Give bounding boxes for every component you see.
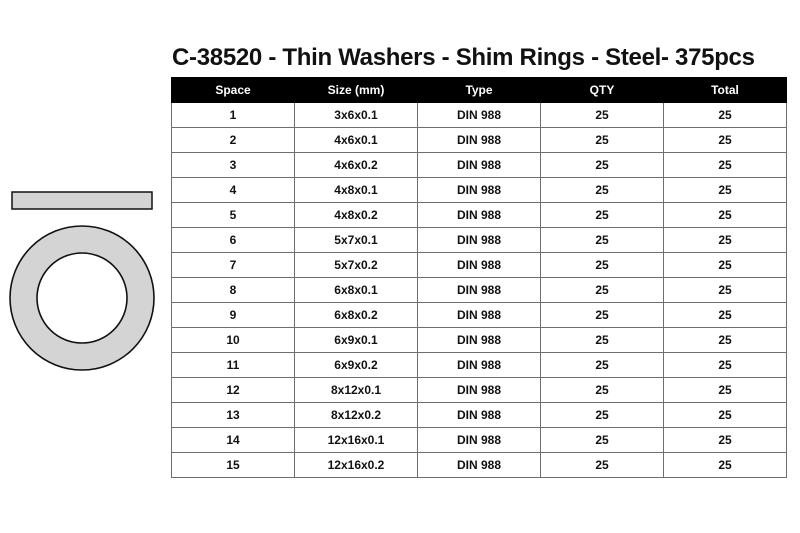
cell-size: 4x8x0.1	[295, 178, 418, 203]
cell-total: 25	[664, 453, 787, 478]
cell-size: 6x9x0.2	[295, 353, 418, 378]
cell-type: DIN 988	[418, 203, 541, 228]
cell-qty: 25	[541, 328, 664, 353]
cell-space: 11	[172, 353, 295, 378]
cell-size: 5x7x0.1	[295, 228, 418, 253]
page-title: C-38520 - Thin Washers - Shim Rings - Steel- 375pcs	[172, 44, 755, 71]
cell-space: 4	[172, 178, 295, 203]
cell-qty: 25	[541, 228, 664, 253]
cell-type: DIN 988	[418, 403, 541, 428]
cell-type: DIN 988	[418, 103, 541, 128]
table-row	[172, 253, 787, 278]
cell-space: 2	[172, 128, 295, 153]
cell-size: 3x6x0.1	[295, 103, 418, 128]
cell-size: 12x16x0.1	[295, 428, 418, 453]
cell-qty: 25	[541, 378, 664, 403]
cell-space: 7	[172, 253, 295, 278]
cell-size: 4x8x0.2	[295, 203, 418, 228]
table-row	[172, 228, 787, 253]
header-size: Size (mm)	[295, 78, 418, 103]
header-qty: QTY	[541, 78, 664, 103]
cell-type: DIN 988	[418, 378, 541, 403]
cell-total: 25	[664, 378, 787, 403]
table-row	[172, 453, 787, 478]
cell-total: 25	[664, 128, 787, 153]
cell-type: DIN 988	[418, 128, 541, 153]
cell-type: DIN 988	[418, 328, 541, 353]
cell-qty: 25	[541, 278, 664, 303]
table-row	[172, 303, 787, 328]
cell-size: 6x9x0.1	[295, 328, 418, 353]
cell-qty: 25	[541, 253, 664, 278]
cell-type: DIN 988	[418, 153, 541, 178]
cell-type: DIN 988	[418, 278, 541, 303]
cell-type: DIN 988	[418, 228, 541, 253]
table-row	[172, 328, 787, 353]
cell-total: 25	[664, 153, 787, 178]
cell-qty: 25	[541, 453, 664, 478]
table-row	[172, 428, 787, 453]
cell-type: DIN 988	[418, 178, 541, 203]
cell-size: 5x7x0.2	[295, 253, 418, 278]
cell-type: DIN 988	[418, 428, 541, 453]
cell-qty: 25	[541, 403, 664, 428]
table-row	[172, 353, 787, 378]
table-row	[172, 153, 787, 178]
header-type: Type	[418, 78, 541, 103]
cell-space: 1	[172, 103, 295, 128]
cell-qty: 25	[541, 153, 664, 178]
cell-space: 5	[172, 203, 295, 228]
cell-space: 14	[172, 428, 295, 453]
cell-space: 8	[172, 278, 295, 303]
cell-total: 25	[664, 353, 787, 378]
table-row	[172, 278, 787, 303]
cell-type: DIN 988	[418, 353, 541, 378]
cell-qty: 25	[541, 128, 664, 153]
cell-total: 25	[664, 203, 787, 228]
table-header-row	[172, 78, 787, 103]
cell-space: 3	[172, 153, 295, 178]
table-row	[172, 178, 787, 203]
cell-size: 12x16x0.2	[295, 453, 418, 478]
cell-qty: 25	[541, 103, 664, 128]
cell-total: 25	[664, 278, 787, 303]
cell-space: 13	[172, 403, 295, 428]
table-row	[172, 403, 787, 428]
cell-size: 8x12x0.1	[295, 378, 418, 403]
cell-qty: 25	[541, 178, 664, 203]
header-total: Total	[664, 78, 787, 103]
cell-total: 25	[664, 253, 787, 278]
table-row	[172, 128, 787, 153]
cell-type: DIN 988	[418, 453, 541, 478]
cell-total: 25	[664, 328, 787, 353]
cell-total: 25	[664, 178, 787, 203]
cell-space: 10	[172, 328, 295, 353]
cell-type: DIN 988	[418, 303, 541, 328]
cell-qty: 25	[541, 353, 664, 378]
cell-qty: 25	[541, 303, 664, 328]
cell-qty: 25	[541, 428, 664, 453]
cell-qty: 25	[541, 203, 664, 228]
cell-size: 4x6x0.2	[295, 153, 418, 178]
cell-total: 25	[664, 403, 787, 428]
table-row	[172, 378, 787, 403]
cell-total: 25	[664, 228, 787, 253]
table-row	[172, 103, 787, 128]
cell-size: 6x8x0.2	[295, 303, 418, 328]
cell-type: DIN 988	[418, 253, 541, 278]
cell-size: 8x12x0.2	[295, 403, 418, 428]
cell-space: 9	[172, 303, 295, 328]
cell-total: 25	[664, 428, 787, 453]
cell-total: 25	[664, 303, 787, 328]
washer-spec-table	[171, 77, 787, 478]
cell-space: 12	[172, 378, 295, 403]
washer-front-view-icon	[9, 225, 155, 371]
table-row	[172, 203, 787, 228]
header-space: Space	[172, 78, 295, 103]
washer-side-view-icon	[11, 191, 153, 211]
cell-size: 6x8x0.1	[295, 278, 418, 303]
cell-space: 15	[172, 453, 295, 478]
cell-size: 4x6x0.1	[295, 128, 418, 153]
cell-space: 6	[172, 228, 295, 253]
cell-total: 25	[664, 103, 787, 128]
